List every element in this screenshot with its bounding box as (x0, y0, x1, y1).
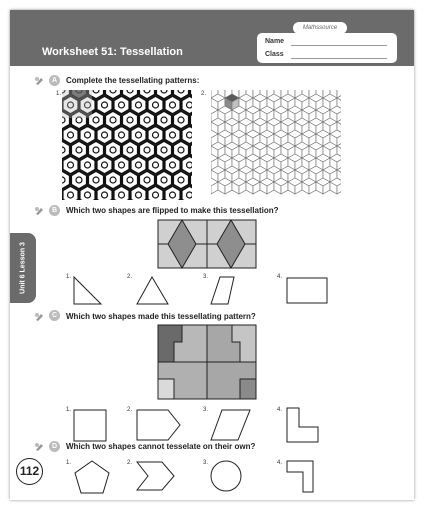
option-c2-number: 2. (127, 407, 133, 413)
chevron-shape[interactable] (136, 461, 178, 493)
question-a-badge: A (49, 75, 60, 86)
question-b-text: Which two shapes are flipped to make this tessellation? (66, 206, 279, 215)
l-shapes-pattern (158, 325, 258, 401)
tessellation-pattern-2[interactable] (211, 90, 341, 200)
name-label: Name (265, 38, 285, 45)
l-shape-option[interactable] (286, 407, 322, 445)
pencil-icon (34, 76, 44, 86)
pattern-2-number: 2. (201, 91, 207, 97)
question-c-badge: C (49, 310, 60, 321)
flipped-triangles-pattern (158, 220, 256, 270)
rectangle-shape[interactable] (286, 277, 330, 305)
pentagon-arrow-shape[interactable] (136, 409, 184, 443)
page-number: 112 (16, 458, 43, 485)
class-line[interactable] (291, 58, 387, 59)
reverse-l-shape[interactable] (286, 460, 320, 494)
question-b-badge: B (49, 205, 60, 216)
class-label: Class (265, 51, 284, 58)
name-class-box (257, 33, 397, 63)
pencil-icon (34, 312, 44, 322)
name-line[interactable] (291, 45, 387, 46)
pentagon-shape[interactable] (74, 460, 112, 496)
worksheet-title: Worksheet 51: Tessellation (42, 46, 183, 58)
worksheet-page (10, 10, 414, 500)
parallelogram-shape[interactable] (210, 409, 252, 443)
option-c3-number: 3. (203, 407, 209, 413)
question-d-text: Which two shapes cannot tesselate on their own? (66, 442, 256, 451)
pencil-icon (34, 442, 44, 452)
option-c1-number: 1. (66, 407, 72, 413)
option-d2-number: 2. (127, 460, 133, 466)
isosceles-triangle-shape[interactable] (136, 276, 170, 306)
option-b3-number: 3. (203, 274, 209, 280)
trapezoid-shape[interactable] (210, 276, 238, 306)
option-d3-number: 3. (203, 460, 209, 466)
option-b1-number: 1. (66, 274, 72, 280)
option-b4-number: 4. (277, 274, 283, 280)
option-c4-number: 4. (277, 407, 283, 413)
pattern-1-number: 1. (56, 91, 62, 97)
tessellation-pattern-1[interactable] (62, 90, 192, 200)
square-shape[interactable] (73, 409, 109, 443)
question-c-text: Which two shapes made this tessellating pattern? (66, 312, 256, 321)
pencil-icon (34, 206, 44, 216)
option-d4-number: 4. (277, 460, 283, 466)
question-a-text: Complete the tessellating patterns: (66, 76, 200, 85)
unit-lesson-label: Unit 6 Lesson 3 (19, 242, 27, 294)
brand-logo: Mathssource (293, 22, 347, 34)
right-triangle-shape[interactable] (73, 276, 103, 306)
option-b2-number: 2. (127, 274, 133, 280)
question-d-badge: D (49, 441, 60, 452)
circle-shape[interactable] (210, 460, 244, 494)
option-d1-number: 1. (66, 460, 72, 466)
worksheet-header (10, 10, 414, 66)
